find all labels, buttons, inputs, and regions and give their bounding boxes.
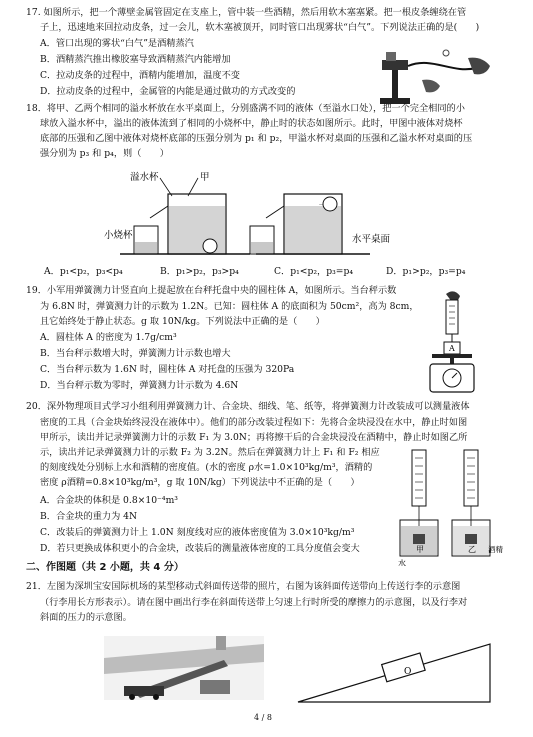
q18-overflow-cups-figure — [60, 166, 460, 260]
q21-airport-photo — [104, 636, 264, 700]
q21-line-2: （行李用长方形表示）。请在图中画出行李在斜面传送带上匀速上行时所受的摩擦力的示意图，以及行李对 — [40, 597, 468, 608]
spring-scale — [446, 300, 458, 334]
page-number: 4 / 8 — [254, 713, 272, 722]
q18-small-beaker-label: 小烧杯 — [104, 230, 133, 241]
q19-line-1: 19．小军用弹簧测力计竖直向上提起放在台秤托盘中央的圆柱体 A，如图所示。当台秤示数 — [26, 285, 397, 296]
q20-line-1: 20．深外物理项目式学习小组利用弹簧测力计、合金块、细线、笔、纸等，将弹簧测力计改装成可以测量液体 — [26, 401, 470, 412]
q18-option-c: C．p₁<p₂，p₃=p₄ — [274, 266, 354, 277]
q19-option-d: D．当台秤示数为零时，弹簧测力计示数为 4.6N — [40, 380, 239, 391]
q19-option-b: B．当台秤示数增大时，弹簧测力计示数也增大 — [40, 348, 231, 359]
q20-option-a: A．合金块的体积是 0.8×10⁻⁴m³ — [40, 495, 178, 506]
q19-option-a: A．圆柱体 A 的密度为 1.7g/cm³ — [40, 332, 177, 343]
hand-left — [422, 80, 440, 93]
q20-option-d: D．若只更换成体积更小的合金块，改装后的测量液体密度的工具分度值会变大 — [40, 543, 360, 554]
q21-incline-diagram — [290, 640, 500, 706]
q19-option-c: C．当台秤示数为 1.6N 时，圆柱体 A 对托盘的压强为 320Pa — [40, 364, 295, 375]
q20-line-3: 甲所示，读出并记录弹簧测力计的示数 F₁ 为 3.0N；再将擦干后的合金块浸没在酒精中，静止时如图乙所 — [40, 432, 468, 443]
q18-ball-jia — [203, 239, 217, 253]
q17-option-d: D．拉动皮条的过程中，金属管的内能是通过做功的方式改变的 — [40, 86, 296, 97]
q18-ball-yi — [323, 197, 337, 211]
q18-line-3: 底部的压强和乙图中液体对烧杯底部的压强分别为 p₁ 和 p₂，甲溢水杯对桌面的压强和乙溢水杯对桌面的压 — [40, 133, 473, 144]
q18-option-d: D．p₁>p₂，p₃=p₄ — [386, 266, 466, 277]
q18-option-a: A．p₁<p₂，p₃<p₄ — [44, 266, 123, 277]
q17-option-a: A．管口出现的雾状“白气”是酒精蒸汽 — [40, 38, 194, 49]
q18-jia-label: 甲 — [200, 172, 210, 183]
q18-line-4: 强分别为 p₃ 和 p₄，则（ ） — [40, 148, 169, 159]
q18-table-label: 水平桌面 — [352, 234, 391, 245]
q20-alcohol-label: 酒精 — [488, 545, 503, 554]
tray — [432, 354, 472, 358]
conveyor-truck — [124, 686, 164, 696]
q18-liquid-yi — [285, 206, 341, 253]
q20-spring-scale-figure — [398, 448, 510, 566]
q20-option-c: C．改装后的弹簧测力计上 1.0N 刻度线对应的液体密度值为 3.0×10³kg/m³ — [40, 527, 355, 538]
q18-line-2: 球放入溢水杯中，溢出的液体流到了相同的小烧杯中，静止时的状态如图所示。此时，甲图中液体对烧杯 — [40, 118, 463, 129]
alloy-block-yi — [465, 534, 477, 544]
spring-scale-jia — [412, 450, 426, 506]
cork — [386, 52, 396, 61]
q18-overflow-cup-label: 溢水杯 — [130, 172, 159, 183]
q20-line-2: 密度的工具（合金块始终浸没在液体中）。他们的部分改装过程如下：先将合金块浸没在水中，静止时如图 — [40, 417, 468, 428]
q17-line-1: 17. 如图所示，把一个薄壁金属管固定在支座上，管中装一些酒精，然后用软木塞塞紧。把一根皮条缠绕在管 — [26, 7, 467, 18]
q19-line-3: 且它始终处于静止状态。g 取 10N/kg。下列说法中正确的是（ ） — [40, 316, 325, 327]
white-mist — [443, 50, 449, 56]
q20-line-5: 的刻度线处分别标上水和酒精的密度值。(水的密度 ρ水=1.0×10³kg/m³，酒精的 — [40, 462, 373, 473]
q18-option-b: B．p₁>p₂，p₃>p₄ — [160, 266, 239, 277]
q18-spout-jia — [150, 206, 168, 218]
q18-line-1: 18．将甲、乙两个相同的溢水杯放在水平桌面上，分别盛满不同的液体（至溢水口处），把一个完全相同的小 — [26, 103, 465, 114]
strap — [408, 63, 476, 69]
section-2-title: 二、作图题（共 2 小题，共 4 分） — [26, 562, 184, 573]
hand-right — [468, 58, 490, 75]
q20-line-4: 示，读出并记录弹簧测力计的示数 F₂ 为 3.2N。然后在弹簧测力计上 F₁ 和 F₂ 相应 — [40, 447, 380, 458]
q17-line-2: 子上，迅速地来回拉动皮条，过一会儿，软木塞被顶开，同时管口出现雾状“白气”。下列说法正确的是( ) — [40, 22, 480, 33]
q19-line-2: 为 6.8N 时，弹簧测力计的示数为 1.2N。已知：圆柱体 A 的底面积为 50cm²，高为 8cm， — [40, 301, 419, 312]
spring-scale-yi — [464, 450, 478, 506]
q20-yi-label: 乙 — [468, 545, 476, 554]
q19-cylinder-label: A — [449, 344, 455, 353]
q20-water-label: 水 — [398, 559, 406, 566]
q21-center-label: O — [404, 667, 412, 677]
q19-scale-figure — [424, 288, 480, 396]
q21-line-1: 21．左图为深圳宝安国际机场的某型移动式斜面传送带的照片，右图为该斜面传送带向上传送行李的示意图 — [26, 581, 461, 592]
q20-jia-label: 甲 — [416, 545, 424, 554]
q18-spout-yi — [266, 206, 284, 218]
metal-tube — [382, 60, 408, 70]
q20-option-b: B．合金块的重力为 4N — [40, 511, 138, 522]
q21-line-3: 斜面的压力的示意图。 — [40, 612, 132, 623]
q20-line-6: 密度 ρ酒精=0.8×10³kg/m³，g 取 10N/kg）下列说法中不正确的是（ ） — [40, 477, 360, 488]
alloy-block-jia — [413, 534, 425, 544]
q17-option-c: C．拉动皮条的过程中，酒精内能增加，温度不变 — [40, 70, 240, 81]
q17-option-b: B．酒精蒸汽推出橡胶塞导致酒精蒸汽内能增加 — [40, 54, 231, 65]
